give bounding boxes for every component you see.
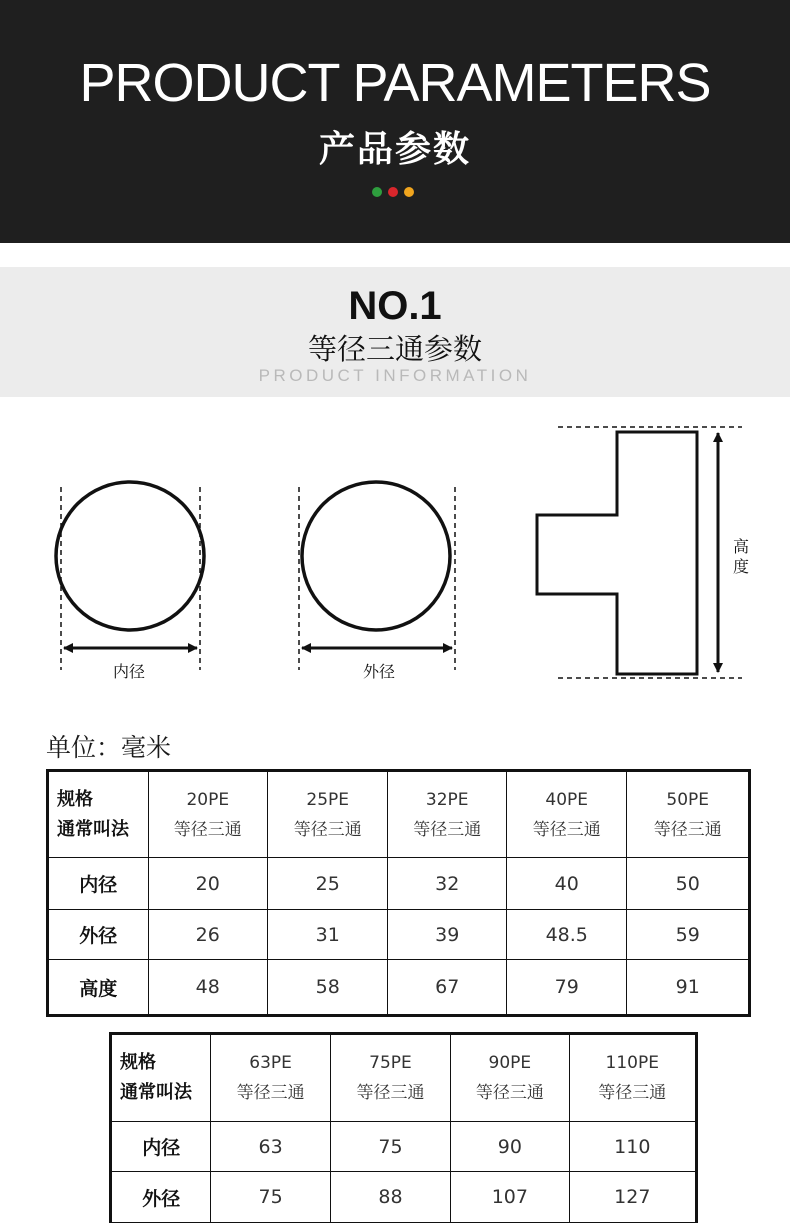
unit-label: 单位：毫米 xyxy=(46,733,172,762)
table-cell: 91 xyxy=(627,960,750,1016)
inner-diameter-label: 内径 xyxy=(112,662,146,681)
column-header: 90PE 等径三通 xyxy=(451,1034,569,1122)
table-row xyxy=(48,960,750,1016)
table-cell: 107 xyxy=(451,1172,569,1223)
table-cell: 20 xyxy=(148,858,267,910)
orange-dot-icon xyxy=(404,187,414,197)
spec-table-1 xyxy=(46,769,751,1017)
dimension-diagram xyxy=(0,405,790,695)
row-label: 内径 xyxy=(111,1122,211,1172)
green-dot-icon xyxy=(372,187,382,197)
table-cell: 90 xyxy=(451,1122,569,1172)
table-cell: 88 xyxy=(330,1172,450,1223)
table-cell: 63 xyxy=(211,1122,330,1172)
column-header: 50PE 等径三通 xyxy=(627,771,750,858)
table-cell: 58 xyxy=(268,960,388,1016)
column-header: 25PE 等径三通 xyxy=(268,771,388,858)
table-cell: 25 xyxy=(268,858,388,910)
outer-diameter-figure xyxy=(299,482,455,681)
outer-diameter-label: 外径 xyxy=(362,662,396,681)
name-header-label: 通常叫法 xyxy=(120,1082,192,1103)
spec-header-label: 规格 xyxy=(57,788,93,810)
table-corner-header xyxy=(48,771,149,858)
name-header-label: 通常叫法 xyxy=(57,818,129,840)
column-header: 75PE 等径三通 xyxy=(330,1034,450,1122)
table-row xyxy=(111,1172,697,1223)
section-number: NO.1 xyxy=(348,284,442,328)
column-header: 40PE 等径三通 xyxy=(506,771,626,858)
tee-height-figure xyxy=(537,427,749,678)
table-row xyxy=(111,1122,697,1172)
column-header: 110PE 等径三通 xyxy=(569,1034,696,1122)
table-row xyxy=(48,910,750,960)
decorative-dots xyxy=(372,187,414,197)
table-cell: 40 xyxy=(506,858,626,910)
row-label: 高度 xyxy=(48,960,149,1016)
table-cell: 79 xyxy=(506,960,626,1016)
table-cell: 75 xyxy=(211,1172,330,1223)
row-label: 外径 xyxy=(111,1172,211,1223)
table-cell: 67 xyxy=(388,960,507,1016)
column-header: 32PE 等径三通 xyxy=(388,771,507,858)
table-cell: 31 xyxy=(268,910,388,960)
section-english-caption: PRODUCT INFORMATION xyxy=(258,366,532,385)
table-cell: 127 xyxy=(569,1172,696,1223)
spec-table-2 xyxy=(109,1032,698,1223)
table-cell: 59 xyxy=(627,910,750,960)
table-cell: 48 xyxy=(148,960,267,1016)
table-cell: 75 xyxy=(330,1122,450,1172)
red-dot-icon xyxy=(388,187,398,197)
height-label-top: 高 xyxy=(732,537,750,556)
page-subtitle: 产品参数 xyxy=(318,129,471,170)
row-label: 外径 xyxy=(48,910,149,960)
height-label-bottom: 度 xyxy=(732,557,750,576)
page-title: PRODUCT PARAMETERS xyxy=(79,53,711,113)
table-cell: 48.5 xyxy=(506,910,626,960)
spec-header-label: 规格 xyxy=(120,1052,156,1073)
table-header-row xyxy=(48,771,750,858)
section-title: 等径三通参数 xyxy=(307,332,482,366)
table-corner-header xyxy=(111,1034,211,1122)
header-banner xyxy=(0,0,790,243)
table-cell: 50 xyxy=(627,858,750,910)
table-cell: 39 xyxy=(388,910,507,960)
table-header-row xyxy=(111,1034,697,1122)
row-label: 内径 xyxy=(48,858,149,910)
inner-diameter-figure xyxy=(56,482,204,681)
table-cell: 32 xyxy=(388,858,507,910)
table-cell: 110 xyxy=(569,1122,696,1172)
table-cell: 26 xyxy=(148,910,267,960)
column-header: 20PE 等径三通 xyxy=(148,771,267,858)
table-row xyxy=(48,858,750,910)
column-header: 63PE 等径三通 xyxy=(211,1034,330,1122)
